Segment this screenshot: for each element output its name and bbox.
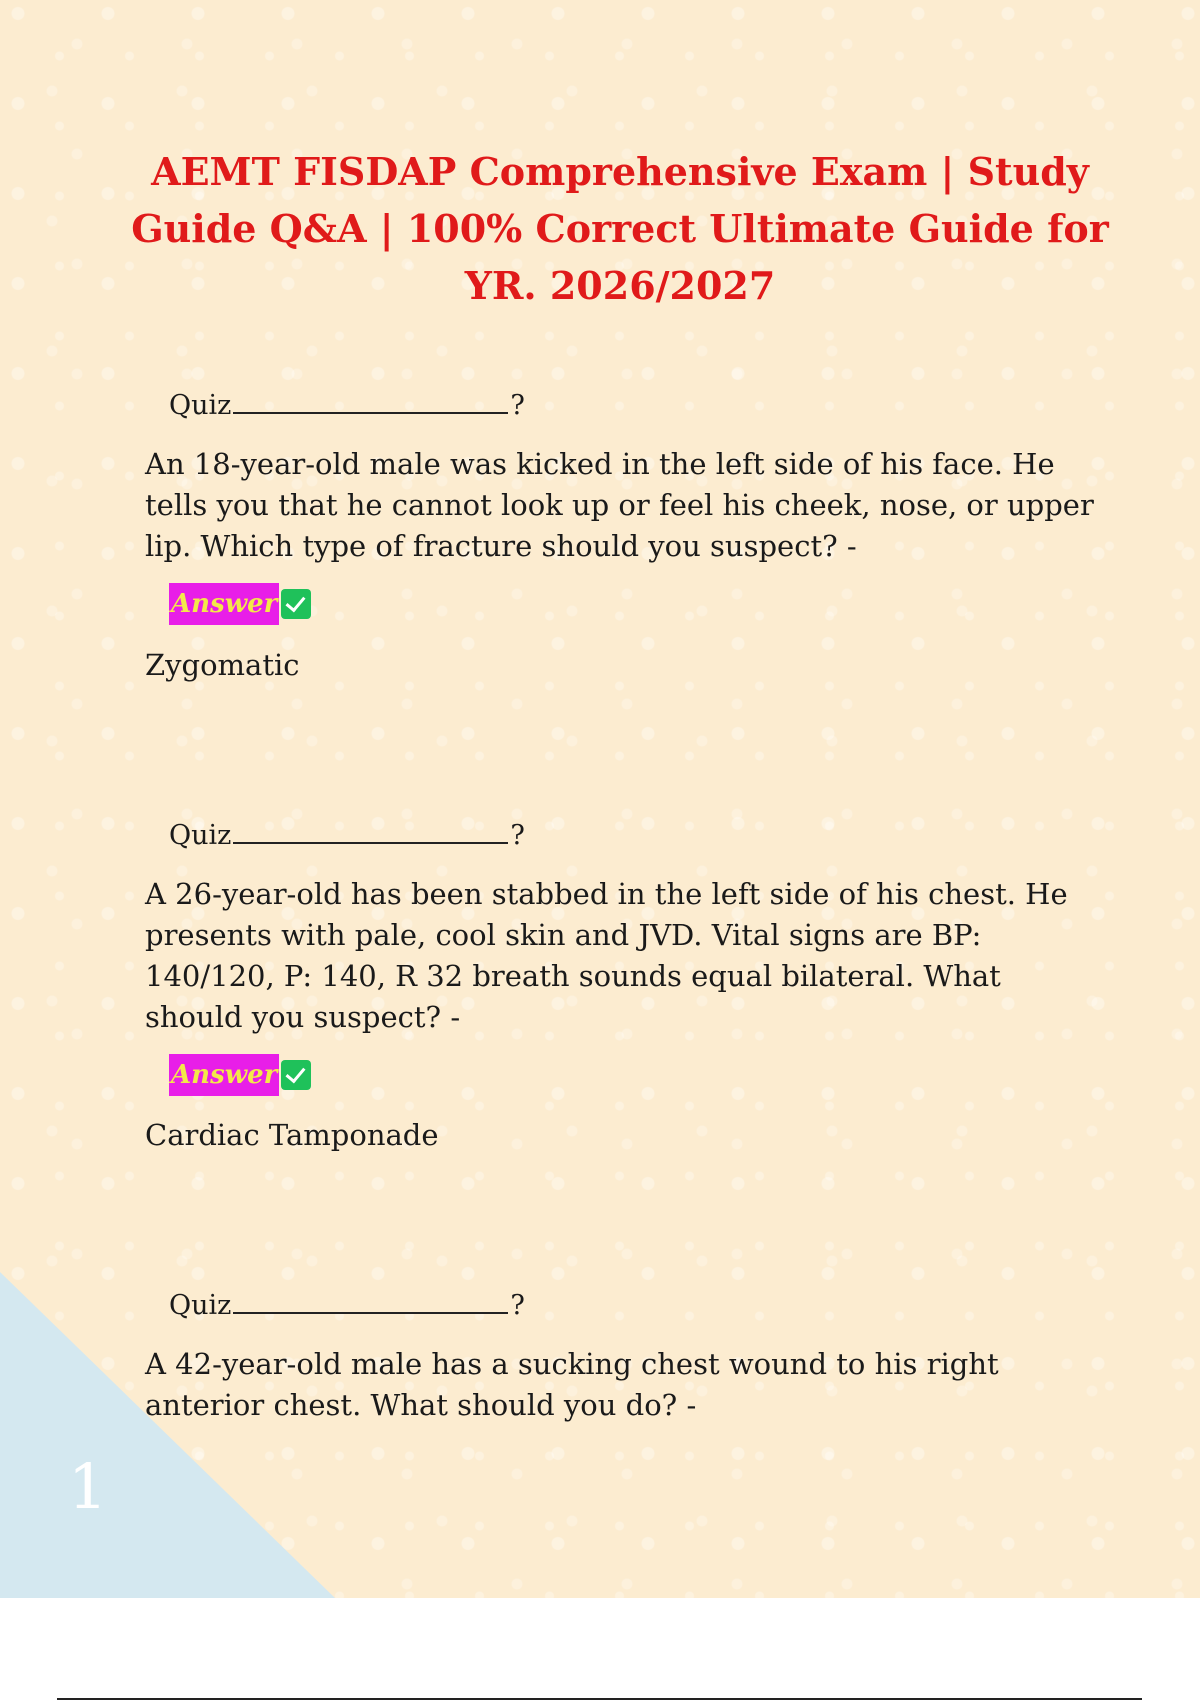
checkmark-icon: [281, 1060, 311, 1090]
question-text: An 18-year-old male was kicked in the left side of his face. He tells you that he cannot look up or feel his cheek, nose, or upper lip. Which type of fracture should you suspect? -: [145, 447, 1094, 563]
quiz-label: [169, 1290, 525, 1321]
quiz-label-text: Quiz: [169, 1290, 232, 1321]
quiz-label-text: Quiz: [169, 390, 232, 421]
quiz-label: [169, 820, 525, 851]
checkmark-icon: [281, 589, 311, 619]
question-text: A 42-year-old male has a sucking chest wound to his right anterior chest. What should you do? -: [145, 1347, 999, 1422]
quiz-blank: [233, 820, 508, 844]
quiz-blank: [233, 1290, 508, 1314]
quiz-mark: ?: [510, 1290, 525, 1321]
quiz-label-text: Quiz: [169, 820, 232, 851]
answer-text: Zygomatic: [145, 648, 300, 682]
answer-tag: [169, 1054, 311, 1096]
quiz-mark: ?: [510, 390, 525, 421]
answer-label: Answer: [169, 1054, 279, 1096]
question-text: A 26-year-old has been stabbed in the left side of his chest. He presents with pale, cool skin and JVD. Vital signs are BP: 140/120, P: 140, R 32 breath sounds equal bilateral. What should you suspect? -: [145, 877, 1068, 1034]
answer-label: Answer: [169, 583, 279, 625]
document-title: AEMT FISDAP Comprehensive Exam | Study Guide Q&A | 100% Correct Ultimate Guide for YR. 2026/2027: [131, 149, 1109, 308]
quiz-mark: ?: [510, 820, 525, 851]
answer-text: Cardiac Tamponade: [145, 1118, 439, 1152]
quiz-label: [169, 390, 525, 421]
quiz-blank: [233, 390, 508, 414]
answer-tag: [169, 583, 311, 625]
page-number: 1: [68, 1450, 108, 1523]
